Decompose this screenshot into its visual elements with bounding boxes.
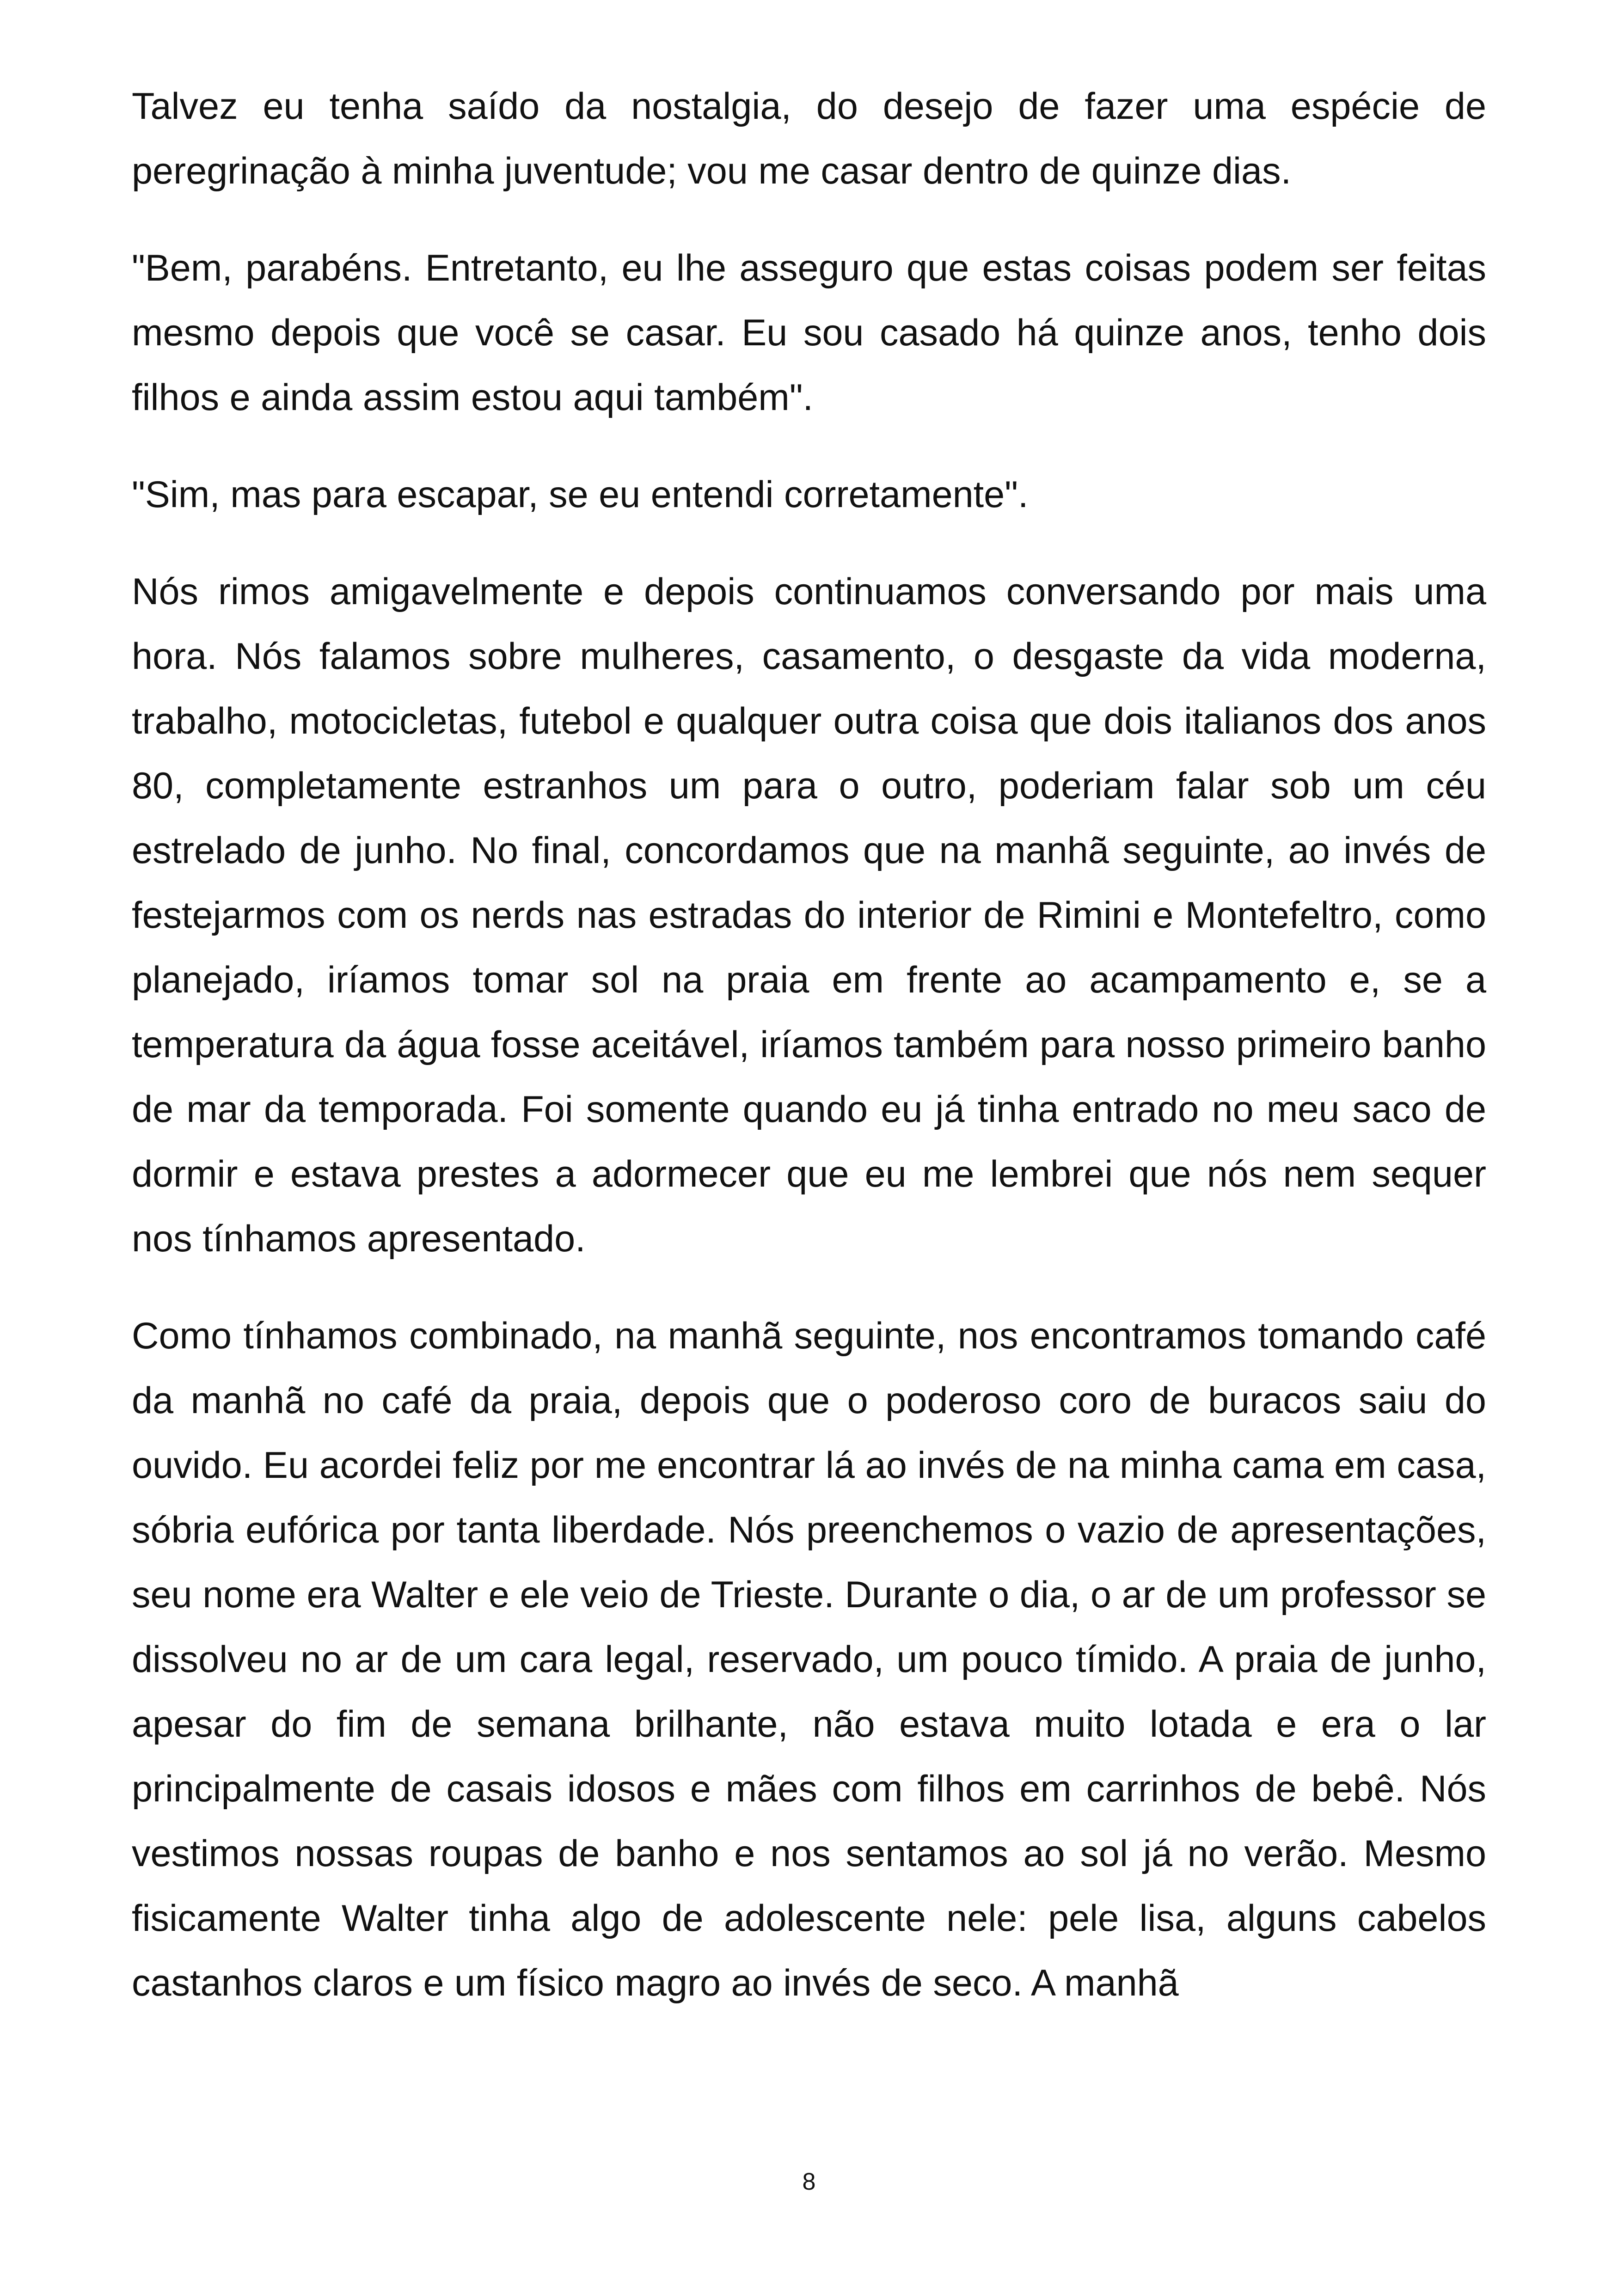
paragraph-3: "Sim, mas para escapar, se eu entendi corretamente". (132, 474, 1029, 515)
paragraph-2: "Bem, parabéns. Entretanto, eu lhe asseguro que estas coisas podem ser feitas mesmo depois que você se casar. Eu sou casado há quinze anos, tenho dois filhos e ainda assim estou aqui também". (132, 247, 1486, 418)
paragraph-5: Como tínhamos combinado, na manhã seguinte, nos encontramos tomando café da manhã no café da praia, depois que o poderoso coro de buracos saiu do ouvido. Eu acordei feliz por me encontrar lá ao invés de na minha cama em casa, sóbria eufórica por tanta liberdade. Nós preenchemos o vazio de apresentações, seu nome era Walter e ele veio de Trieste. Durante o dia, o ar de um professor se dissolveu no ar de um cara legal, reservado, um pouco tímido. A praia de junho, apesar do fim de semana brilhante, não estava muito lotada e era o lar principalmente de casais idosos e mães com filhos em carrinhos de bebê. Nós vestimos nossas roupas de banho e nos sentamos ao sol já no verão. Mesmo fisicamente Walter tinha algo de adolescente nele: pele lisa, alguns cabelos castanhos claros e um físico magro ao invés de seco. A manhã (132, 1315, 1486, 2004)
paragraph-4: Nós rimos amigavelmente e depois continuamos conversando por mais uma hora. Nós falamos sobre mulheres, casamento, o desgaste da vida moderna, trabalho, motocicletas, futebol e qualquer outra coisa que dois italianos dos anos 80, completamente estranhos um para o outro, poderiam falar sob um céu estrelado de junho. No final, concordamos que na manhã seguinte, ao invés de festejarmos com os nerds nas estradas do interior de Rimini e Montefeltro, como planejado, iríamos tomar sol na praia em frente ao acampamento e, se a temperatura da água fosse aceitável, iríamos também para nosso primeiro banho de mar da temporada. Foi somente quando eu já tinha entrado no meu saco de dormir e estava prestes a adormecer que eu me lembrei que nós nem sequer nos tínhamos apresentado. (132, 571, 1486, 1260)
body-text (132, 74, 1486, 2048)
paragraph-1: Talvez eu tenha saído da nostalgia, do desejo de fazer uma espécie de peregrinação à minha juventude; vou me casar dentro de quinze dias. (132, 86, 1486, 192)
page-number: 8 (802, 2168, 816, 2195)
